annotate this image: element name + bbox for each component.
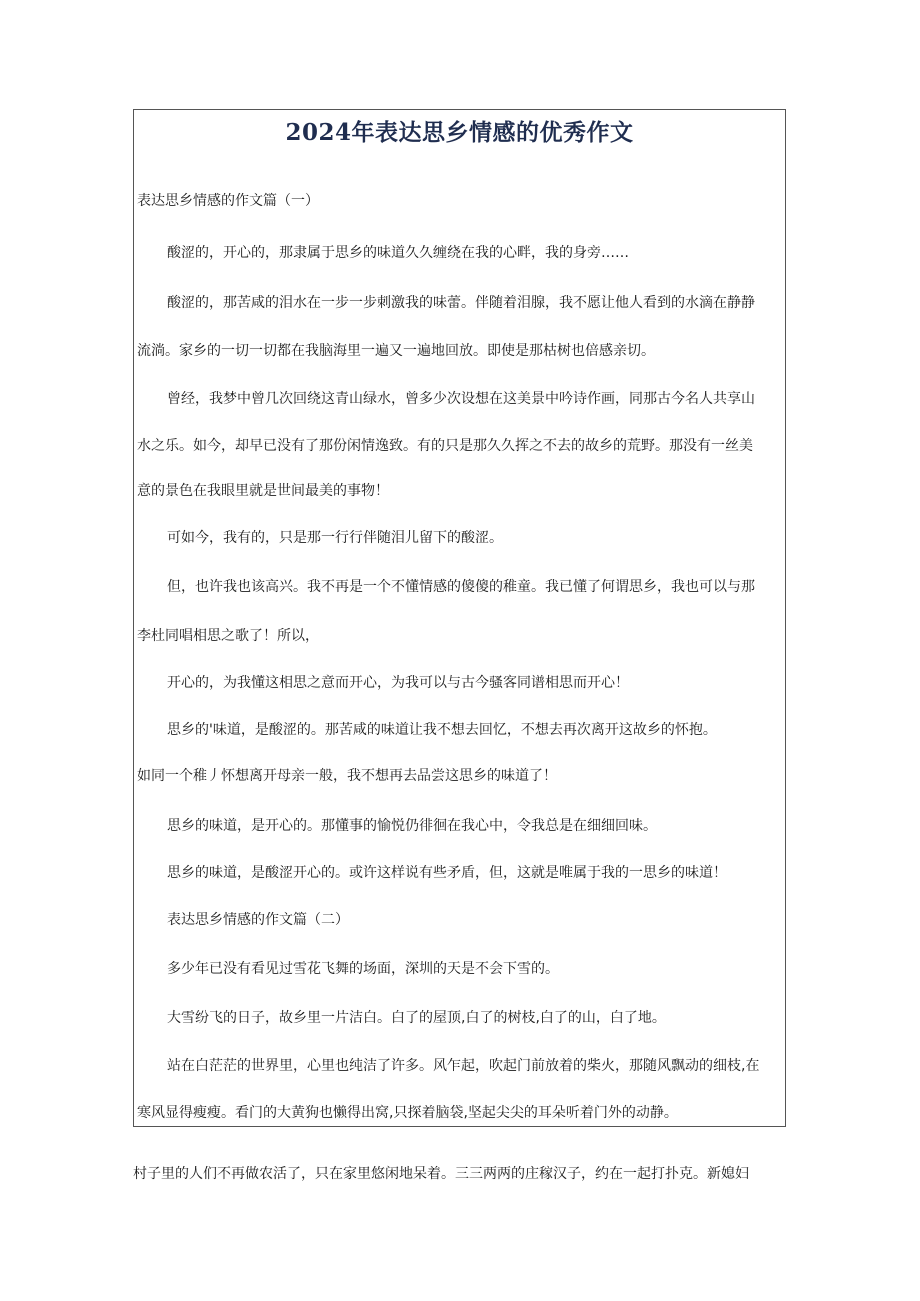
paragraph-line: 思乡的味道，是开心的。那懂事的愉悦仍徘徊在我心中，令我总是在细细回味。 — [167, 818, 657, 834]
paragraph-line: 大雪纷飞的日子，故乡里一片洁白。白了的屋顶,白了的树枝,白了的山，白了地。 — [167, 1010, 666, 1026]
paragraph-line: 思乡的味道，是酸涩开心的。或许这样说有些矛盾，但，这就是唯属于我的一思乡的味道！ — [167, 865, 727, 881]
paragraph-line: 李杜同唱相思之歌了！所以， — [137, 628, 319, 644]
paragraph-line: 但，也许我也该高兴。我不再是一个不懂情感的傻傻的稚童。我已懂了何谓思乡，我也可以与那 — [167, 579, 755, 595]
paragraph-line: 水之乐。如今，却早已没有了那份闲情逸致。有的只是那久久挥之不去的故乡的荒野。那没有一丝美 — [137, 438, 753, 454]
paragraph-line: 流淌。家乡的一切一切都在我脑海里一遍又一遍地回放。即使是那枯树也倍感亲切。 — [137, 343, 655, 359]
paragraph-line: 村子里的人们不再做农活了，只在家里悠闲地呆着。三三两两的庄稼汉子，约在一起打扑克。新媳妇 — [133, 1166, 749, 1182]
paragraph-line: 寒风显得瘦瘦。看门的大黄狗也懒得出窝,只探着脑袋,坚起尖尖的耳朵听着门外的动静。 — [137, 1105, 678, 1121]
paragraph-line: 多少年已没有看见过雪花飞舞的场面，深圳的天是不会下雪的。 — [167, 961, 559, 977]
paragraph-line: 酸涩的，那苦咸的泪水在一步一步刺激我的味蕾。伴随着泪腺，我不愿让他人看到的水滴在静静 — [167, 295, 755, 311]
paragraph-line: 思乡的'味道，是酸涩的。那苦咸的味道让我不想去回忆，不想去再次离开这故乡的怀抱。 — [167, 722, 717, 738]
section-heading-2: 表达思乡情感的作文篇（二） — [167, 912, 349, 928]
paragraph-line: 如同一个稚丿怀想离开母亲一般，我不想再去品尝这思乡的味道了！ — [137, 768, 557, 784]
paragraph-line: 酸涩的，开心的，那隶属于思乡的味道久久缠绕在我的心畔，我的身旁…… — [167, 245, 629, 261]
paragraph-line: 站在白茫茫的世界里，心里也纯洁了许多。风乍起，吹起门前放着的柴火，那随风飘动的细枝,在 — [167, 1058, 760, 1074]
paragraph-line: 开心的，为我懂这相思之意而开心，为我可以与古今骚客同谱相思而开心！ — [167, 675, 629, 691]
paragraph-line: 意的景色在我眼里就是世间最美的事物！ — [137, 483, 389, 499]
paragraph-line: 曾经，我梦中曾几次回绕这青山绿水，曾多少次设想在这美景中吟诗作画，同那古今名人共享山 — [167, 391, 755, 407]
section-heading-1: 表达思乡情感的作文篇（一） — [137, 193, 319, 209]
document-title: 2024年表达思乡情感的优秀作文 — [285, 119, 634, 146]
paragraph-line: 可如今，我有的，只是那一行行伴随泪儿留下的酸涩。 — [167, 530, 503, 546]
